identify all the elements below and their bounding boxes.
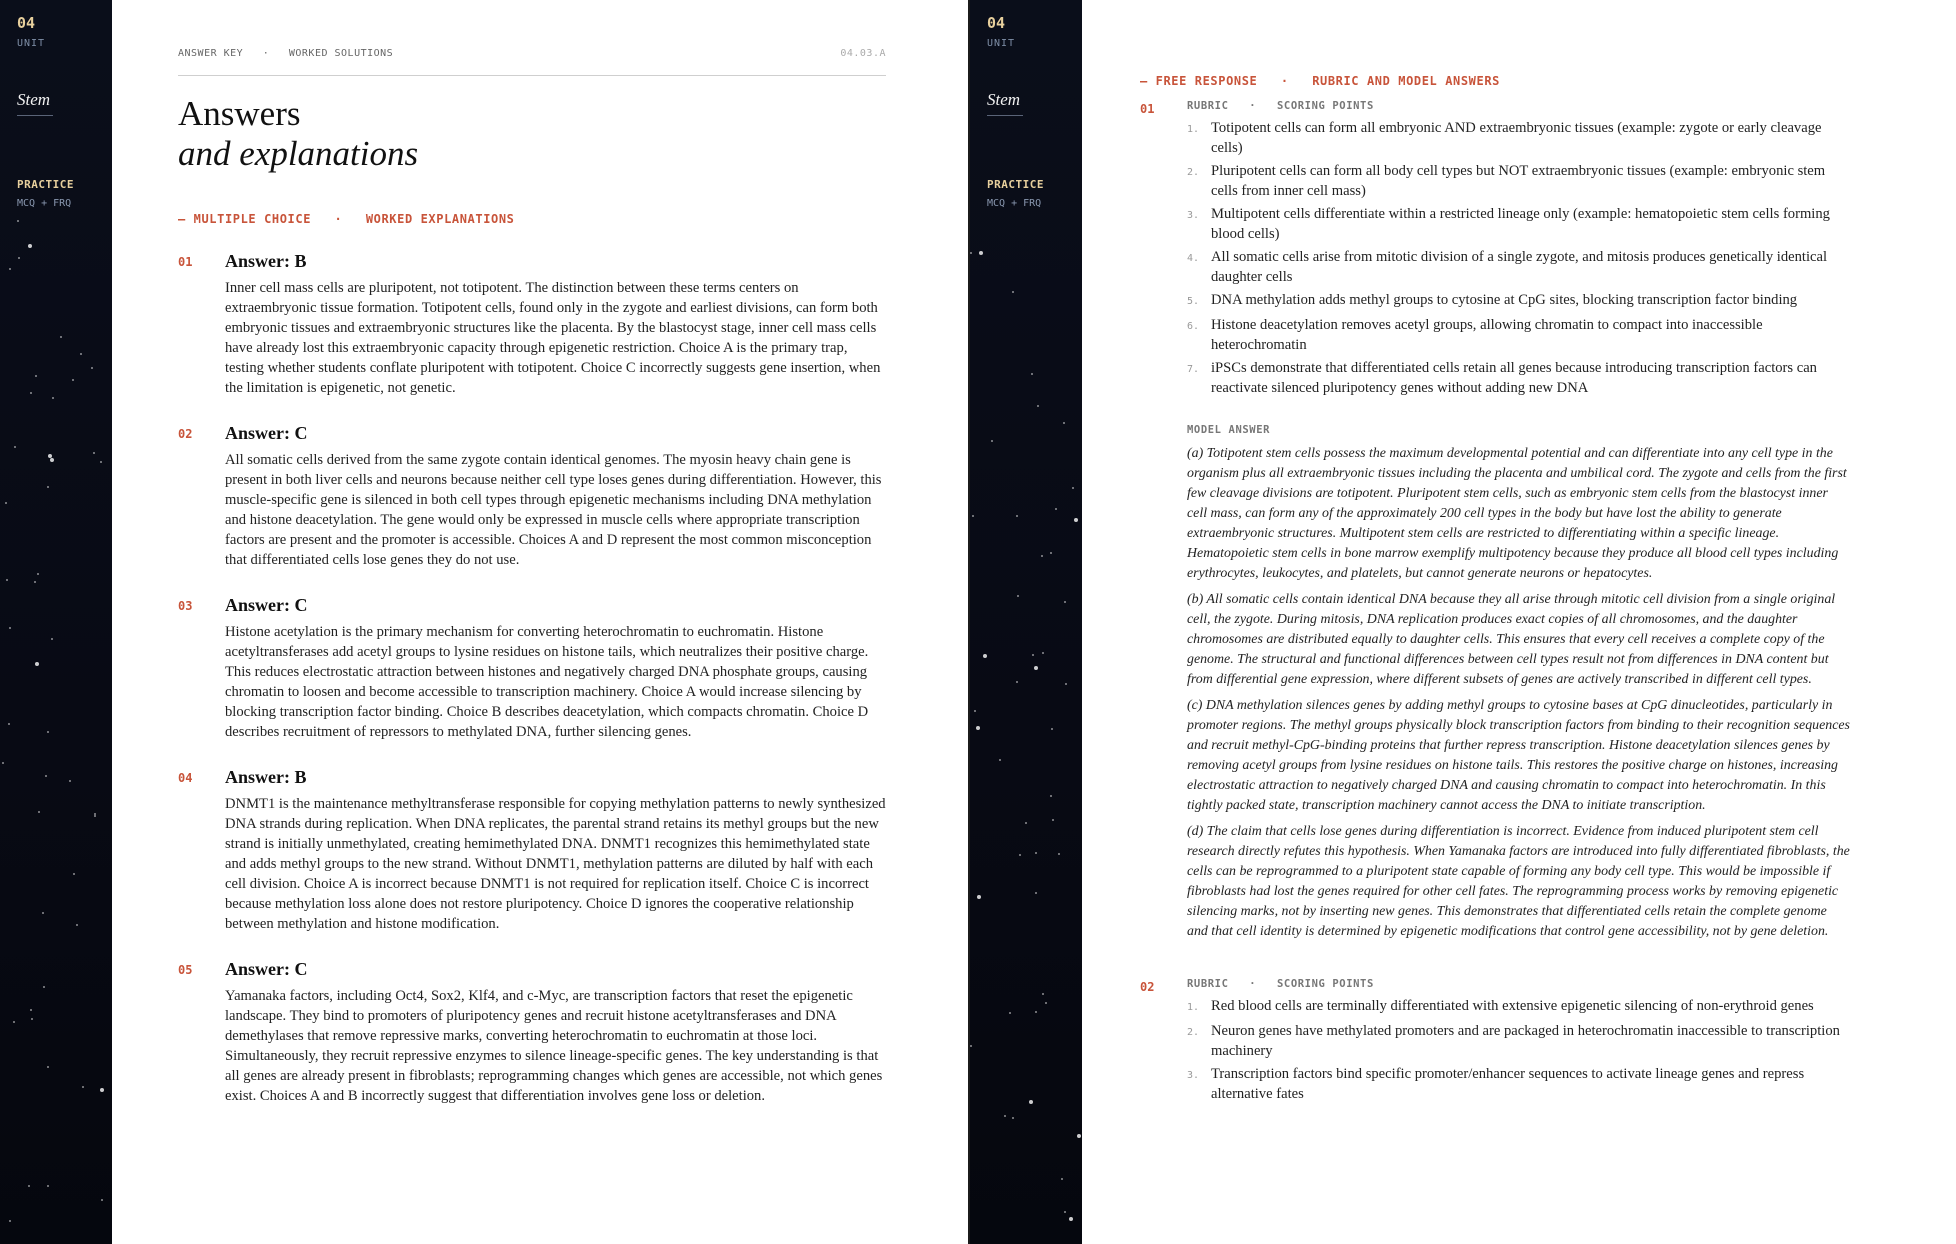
star-decoration: [9, 1220, 11, 1222]
practice-sub: MCQ + FRQ: [987, 198, 1042, 209]
scoring-point: [1187, 358, 1850, 398]
star-decoration: [14, 446, 16, 448]
frq-item: [1140, 978, 1850, 1107]
point-text: Totipotent cells can form all embryonic AND extraembryonic tissues (example: zygote or early cleavage cells): [1211, 120, 1822, 156]
scoring-points: [1187, 996, 1850, 1104]
star-decoration: [94, 813, 96, 815]
right-spine: [970, 0, 1082, 1244]
star-decoration: [47, 486, 49, 488]
point-number: 2.: [1187, 1027, 1200, 1038]
star-decoration: [1051, 728, 1053, 730]
star-decoration: [1016, 515, 1018, 517]
star-decoration: [1029, 1100, 1033, 1104]
star-decoration: [76, 924, 78, 926]
answer-heading: Answer: B: [225, 251, 307, 271]
left-spine: [0, 0, 112, 1244]
star-decoration: [1050, 795, 1052, 797]
star-decoration: [34, 581, 36, 583]
question-number: 03: [178, 599, 193, 613]
star-decoration: [13, 1021, 15, 1023]
model-answer-part-d: (d) The claim that cells lose genes during differentiation is incorrect. Evidence from induced pluripotent stem cell research directly refutes this hypothesis. When Yamanaka factors are introduced into fully differentiated fibroblasts, the cells can be reprogrammed to a pluripotent state capable of forming any body cell type. This would be impossible if fibroblasts had lost the genes required for other cell fates. The reprogramming process works by removing epigenetic silencing marks, not by inserting new genes. This demonstrates that differentiated cells retain the complete genome and that cell identity is determined by epigenetic modifications that control gene accessibility, not by gene deletion.: [1187, 824, 1850, 939]
star-decoration: [6, 579, 8, 581]
star-decoration: [976, 726, 980, 730]
star-decoration: [42, 912, 44, 914]
right-page: [970, 0, 1956, 1244]
rubric-title: RUBRIC: [1187, 100, 1229, 112]
star-decoration: [979, 251, 983, 255]
frq-item: [1140, 100, 1850, 942]
running-head-separator: ·: [262, 48, 270, 59]
page-title: [178, 94, 886, 174]
star-decoration: [73, 873, 75, 875]
point-text: Pluripotent cells can form all body cell types but NOT extraembryonic tissues (example: embryonic stem cells from inner cell mass): [1211, 163, 1826, 199]
answer-explanation: Histone acetylation is the primary mechanism for converting heterochromatin to euchromatin. Histone acetyltransferases add acetyl groups to lysine residues on histone tails, which neutralizes their positive charge. This reduces electrostatic attraction between histones and negatively charged DNA phosphate groups, causing chromatin to loosen and become accessible to transcription machinery. Choice A would increase silencing by blocking transcription factor binding. Choice B describes deacetylation, which compacts chromatin. Choice D describes recruitment of repressors to methylated DNA, further silencing genes.: [225, 624, 869, 740]
star-decoration: [50, 458, 54, 462]
star-decoration: [69, 780, 71, 782]
section-dash: —: [1140, 74, 1148, 88]
section-separator: ·: [334, 212, 343, 226]
question-item: [178, 958, 886, 1106]
scoring-points: [1187, 118, 1850, 398]
star-decoration: [1064, 1211, 1066, 1213]
point-number: 6.: [1187, 321, 1200, 332]
question-item: [178, 250, 886, 398]
point-text: Multipotent cells differentiate within a restricted lineage only (example: hematopoietic stem cells forming blood cells): [1211, 206, 1830, 242]
star-decoration: [8, 723, 10, 725]
star-decoration: [1035, 1011, 1037, 1013]
model-answer-part-b: (b) All somatic cells contain identical DNA because they all arise through mitotic cell division from a single original cell, the zygote. During mitosis, DNA replication produces exact copies of all chromosomes, and the daughter chromosomes are distributed equally to daughter cells. This ensures that every cell receives a complete copy of the genome. The structural and functional differences between cell types result not from differences in DNA content but from differential gene expression, where different subsets of genes are actively transcribed in different cell types.: [1187, 592, 1836, 687]
star-decoration: [52, 397, 54, 399]
star-decoration: [1012, 1117, 1014, 1119]
star-decoration: [1004, 1115, 1006, 1117]
point-text: iPSCs demonstrate that differentiated cells retain all genes because introducing transcription factors can reactivate silenced pluripotency genes without adding new DNA: [1211, 360, 1817, 396]
running-head-left: ANSWER KEY: [178, 48, 244, 59]
star-decoration: [91, 367, 93, 369]
scoring-point: [1187, 1021, 1850, 1061]
star-decoration: [1034, 666, 1038, 670]
star-decoration: [1052, 819, 1054, 821]
star-decoration: [1009, 1012, 1011, 1014]
star-decoration: [977, 895, 981, 899]
star-decoration: [974, 710, 976, 712]
star-decoration: [101, 1199, 103, 1201]
rubric-title: RUBRIC: [1187, 978, 1229, 990]
frq-number: 01: [1140, 102, 1155, 116]
running-head-right: WORKED SOLUTIONS: [288, 48, 394, 59]
star-decoration: [93, 452, 95, 454]
title-line-1: Answers: [178, 94, 301, 133]
section-separator: ·: [1280, 74, 1289, 88]
star-decoration: [970, 1045, 972, 1047]
star-decoration: [9, 268, 11, 270]
point-number: 7.: [1187, 364, 1200, 375]
star-decoration: [972, 515, 974, 517]
rubric-label: [1187, 978, 1850, 990]
question-number: 01: [178, 255, 193, 269]
star-decoration: [2, 762, 4, 764]
rubric-separator: ·: [1249, 978, 1257, 990]
section-sublabel: WORKED EXPLANATIONS: [365, 212, 515, 226]
star-decoration: [1016, 681, 1018, 683]
star-decoration: [1017, 595, 1019, 597]
answer-explanation: Yamanaka factors, including Oct4, Sox2, Klf4, and c-Myc, are transcription factors that reset the epigenetic landscape. They bind to promoters of pluripotency genes and recruit histone acetyltransferases and DNA demethylases that remove repressive marks, converting heterochromatin to euchromatin at those loci. Simultaneously, they recruit repressive enzymes to silence lineage-specific genes. The key understanding is that all genes are already present in fibroblasts; reprogramming changes which genes are accessible, not which genes exist. Choices A and B incorrectly suggest that differentiation involves gene loss or deletion.: [225, 988, 883, 1104]
star-decoration: [1025, 822, 1027, 824]
star-decoration: [1041, 555, 1043, 557]
star-decoration: [5, 502, 7, 504]
star-decoration: [983, 654, 987, 658]
star-decoration: [47, 731, 49, 733]
star-decoration: [9, 627, 11, 629]
star-decoration: [1042, 993, 1044, 995]
point-text: Neuron genes have methylated promoters and are packaged in heterochromatin inaccessible to transcription machinery: [1211, 1023, 1840, 1059]
answer-heading: Answer: C: [225, 423, 308, 443]
star-decoration: [47, 1066, 49, 1068]
star-decoration: [1065, 683, 1067, 685]
question-item: [178, 594, 886, 742]
star-decoration: [37, 573, 39, 575]
model-answer-part-c: (c) DNA methylation silences genes by adding methyl groups to cytosine bases at CpG dinucleotides, particularly in promoter regions. The methyl groups physically block transcription factors from binding to their recognition sequences and recruit methyl-CpG-binding proteins that further repress transcription. Histone deacetylation silences genes by removing acetyl groups from lysine residues on histone tails. This restores the positive charge on histones, increasing electrostatic attraction to negatively charged DNA and causing chromatin to compact into heterochromatin. In this tightly packed state, transcription machinery cannot access the DNA to initiate transcription.: [1187, 698, 1850, 813]
star-decoration: [72, 379, 74, 381]
star-decoration: [35, 662, 39, 666]
answer-heading: Answer: C: [225, 959, 308, 979]
star-decoration: [1061, 1178, 1063, 1180]
title-line-2: and explanations: [178, 134, 419, 173]
question-number: 04: [178, 771, 193, 785]
star-decoration: [1072, 487, 1074, 489]
point-text: Red blood cells are terminally differentiated with extensive epigenetic silencing of non-erythroid genes: [1211, 998, 1814, 1014]
question-item: [178, 422, 886, 570]
scoring-point: [1187, 118, 1850, 158]
subject-label: Stem: [987, 90, 1023, 116]
star-decoration: [1055, 508, 1057, 510]
scoring-point: [1187, 1064, 1850, 1104]
unit-number: 04: [987, 14, 1006, 32]
answer-key-content: [178, 48, 886, 1106]
section-label: MULTIPLE CHOICE: [193, 212, 312, 226]
star-decoration: [38, 811, 40, 813]
star-decoration: [1035, 852, 1037, 854]
star-decoration: [80, 353, 82, 355]
model-answer: [1187, 444, 1850, 942]
rubric-label: [1187, 100, 1850, 112]
scoring-point: [1187, 204, 1850, 244]
point-number: 3.: [1187, 210, 1200, 221]
star-decoration: [100, 1088, 104, 1092]
star-decoration: [1032, 654, 1034, 656]
answer-explanation: Inner cell mass cells are pluripotent, not totipotent. The distinction between these terms centers on extraembryonic tissue formation. Totipotent cells, found only in the zygote and earliest divisions, can form both embryonic tissues and extraembryonic structures like the placenta. By the blastocyst stage, inner cell mass cells have already lost this extraembryonic capacity through epigenetic restriction. Choice A is the primary trap, testing whether students conflate pluripotent with totipotent. Choice C incorrectly suggests gene insertion, when the limitation is epigenetic, not genetic.: [225, 280, 881, 396]
section-label: FREE RESPONSE: [1155, 74, 1258, 88]
star-decoration: [28, 244, 32, 248]
section-heading-mcq: [178, 212, 886, 226]
star-decoration: [1074, 518, 1078, 522]
star-decoration: [30, 1009, 32, 1011]
star-decoration: [1058, 853, 1060, 855]
answer-explanation: All somatic cells derived from the same zygote contain identical genomes. The myosin heavy chain gene is present in both liver cells and neurons because neither cell type loses genes during differentiation. However, this muscle-specific gene is silenced in both cell types through epigenetic mechanisms including DNA methylation and histone deacetylation. The gene would only be expressed in muscle cells where appropriate transcription factors are present and the promoter is accessible. Choices A and D represent the most common misconception that differentiated cells lose genes they do not use.: [225, 452, 882, 568]
subject-label: Stem: [17, 90, 53, 116]
point-number: 1.: [1187, 124, 1200, 135]
point-text: Transcription factors bind specific promoter/enhancer sequences to activate lineage genes and repress alternative fates: [1211, 1066, 1805, 1102]
answer-heading: Answer: C: [225, 595, 308, 615]
star-decoration: [1063, 422, 1065, 424]
star-decoration: [30, 392, 32, 394]
scoring-point: [1187, 247, 1850, 287]
star-decoration: [31, 1018, 33, 1020]
star-decoration: [991, 440, 993, 442]
star-decoration: [82, 1086, 84, 1088]
star-decoration: [1077, 1134, 1081, 1138]
scoring-point: [1187, 996, 1850, 1018]
running-head: [178, 48, 886, 76]
practice-sub: MCQ + FRQ: [17, 198, 72, 209]
point-text: All somatic cells arise from mitotic division of a single zygote, and mitosis produces genetically identical daughter cells: [1211, 249, 1828, 285]
point-number: 1.: [1187, 1002, 1200, 1013]
star-decoration: [1050, 552, 1052, 554]
rubric-subtitle: SCORING POINTS: [1276, 100, 1374, 112]
star-decoration: [999, 759, 1001, 761]
question-number: 02: [178, 427, 193, 441]
unit-label: UNIT: [17, 38, 46, 49]
star-decoration: [43, 986, 45, 988]
star-decoration: [1012, 291, 1014, 293]
section-heading-frq: [1140, 74, 1850, 88]
left-page: [0, 0, 968, 1244]
star-decoration: [1069, 1217, 1073, 1221]
rubric-separator: ·: [1249, 100, 1257, 112]
point-number: 5.: [1187, 296, 1200, 307]
point-number: 4.: [1187, 253, 1200, 264]
frq-number: 02: [1140, 980, 1155, 994]
question-number: 05: [178, 963, 193, 977]
star-decoration: [1035, 892, 1037, 894]
star-decoration: [94, 815, 96, 817]
model-answer-label: MODEL ANSWER: [1187, 424, 1271, 436]
free-response-content: [1140, 74, 1850, 1107]
point-number: 2.: [1187, 167, 1200, 178]
unit-number: 04: [17, 14, 36, 32]
star-decoration: [28, 1185, 30, 1187]
question-item: [178, 766, 886, 934]
star-decoration: [45, 775, 47, 777]
scoring-point: [1187, 315, 1850, 355]
scoring-point: [1187, 290, 1850, 312]
star-decoration: [1064, 601, 1066, 603]
answer-explanation: DNMT1 is the maintenance methyltransferase responsible for copying methylation patterns to newly synthesized DNA strands during replication. When DNA replicates, the parental strand retains its methyl groups but the new strand is initially unmethylated, creating hemimethylated DNA. DNMT1 recognizes this hemimethylated state and adds methyl groups to the new strand. Without DNMT1, methylation patterns are diluted by half with each cell division. Choice A is incorrect because DNMT1 is not required for replication itself. Choice C is incorrect because methylation loss alone does not restore pluripotency. Choice D ignores the cooperative relationship between methylation and histone modification.: [225, 796, 886, 932]
rubric-subtitle: SCORING POINTS: [1276, 978, 1374, 990]
star-decoration: [17, 220, 19, 222]
unit-label: UNIT: [987, 38, 1016, 49]
point-text: DNA methylation adds methyl groups to cytosine at CpG sites, blocking transcription factor binding: [1211, 292, 1798, 308]
point-text: Histone deacetylation removes acetyl groups, allowing chromatin to compact into inaccessible heterochromatin: [1211, 317, 1763, 353]
star-decoration: [1037, 405, 1039, 407]
star-decoration: [18, 257, 20, 259]
scoring-point: [1187, 161, 1850, 201]
star-decoration: [60, 336, 62, 338]
practice-label: PRACTICE: [987, 178, 1044, 191]
star-decoration: [1031, 373, 1033, 375]
section-sublabel: RUBRIC AND MODEL ANSWERS: [1312, 74, 1500, 88]
answer-heading: Answer: B: [225, 767, 307, 787]
point-number: 3.: [1187, 1070, 1200, 1081]
star-decoration: [970, 252, 972, 254]
model-answer-part-a: (a) Totipotent stem cells possess the maximum developmental potential and can differentiate into any cell type in the organism plus all extraembryonic tissues including the placenta and umbilical cord. The zygote and cells from the first few cleavage divisions are totipotent. Pluripotent stem cells, such as embryonic stem cells from the blastocyst inner cell mass, can form any of the approximately 200 cell types in the body but have lost the ability to generate extraembryonic structures. Multipotent stem cells are restricted to differentiating within a specific lineage. Hematopoietic stem cells in bone marrow exemplify multipotency because they produce all blood cell types including erythrocytes, leukocytes, and platelets, but cannot generate neurons or hepatocytes.: [1187, 446, 1847, 581]
star-decoration: [100, 461, 102, 463]
star-decoration: [1019, 854, 1021, 856]
star-decoration: [47, 1185, 49, 1187]
star-decoration: [35, 375, 37, 377]
practice-label: PRACTICE: [17, 178, 74, 191]
star-decoration: [1042, 652, 1044, 654]
section-dash: —: [178, 212, 186, 226]
star-decoration: [1045, 1002, 1047, 1004]
page-code: 04.03.A: [840, 48, 886, 59]
star-decoration: [51, 638, 53, 640]
